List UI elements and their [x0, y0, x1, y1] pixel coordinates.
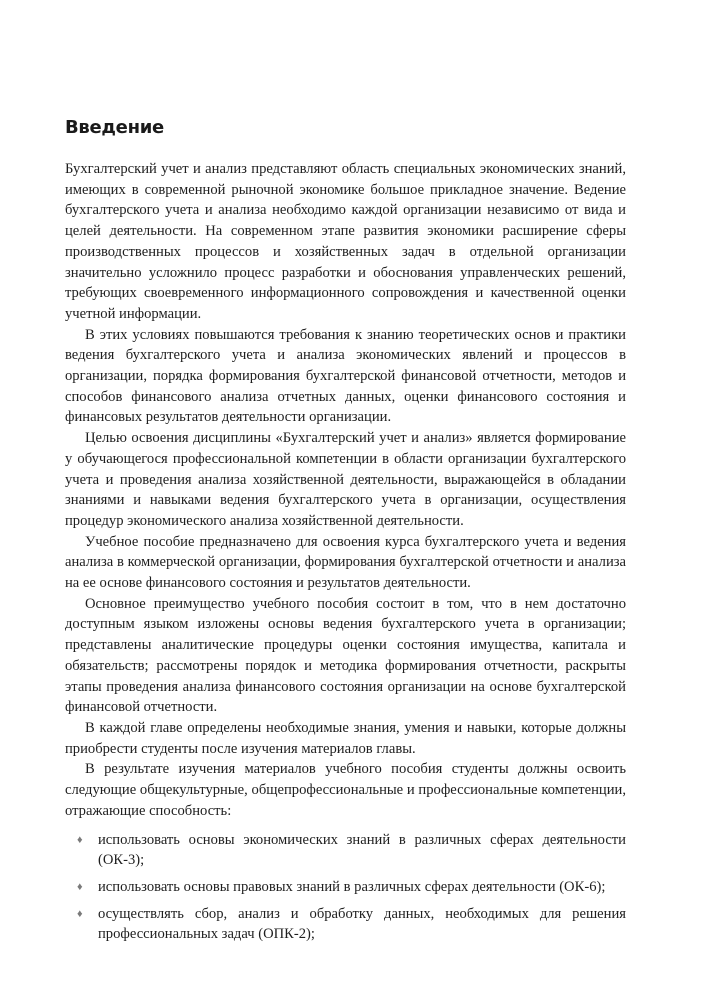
diamond-bullet-icon: ♦	[77, 880, 83, 893]
paragraph: В каждой главе определены необходимые знания, умения и навыки, которые должны приобрести студенты после изучения материалов главы.	[65, 719, 626, 757]
paragraph: В этих условиях повышаются требования к знанию теоретических основ и практики ведения бухгалтерского учета и анализа экономических явлений и процессов в организации, порядка формирования бухгалтерской финансовой отчетности, методов и способов финансового анализа отчетных данных, оценки финансового состояния и финансовых результатов деятельности организации.	[65, 326, 626, 426]
paragraph: Целью освоения дисциплины «Бухгалтерский учет и анализ» является формирование у обучающегося профессиональной компетенции в области организации бухгалтерского учета и проведения анализа хозяйственной деятельности, выражающейся в обладании знаниями и навыками ведения бухгалтерского учета в организации, осуществления процедур экономического анализа хозяйственной деятельности.	[65, 430, 626, 529]
competence-list	[65, 830, 626, 946]
paragraph: Учебное пособие предназначено для освоения курса бухгалтерского учета и ведения анализа в коммерческой организации, формирования бухгалтерской отчетности и анализа на ее основе финансового состояния и результатов деятельности.	[65, 533, 626, 592]
body-text	[65, 159, 626, 951]
paragraph: В результате изучения материалов учебного пособия студенты должны освоить следующие общекультурные, общепрофессиональные и профессиональные компетенции, отражающие способность:	[65, 761, 626, 819]
list-item	[65, 904, 626, 945]
diamond-bullet-icon: ♦	[77, 833, 83, 846]
list-item-text: осуществлять сбор, анализ и обработку данных, необходимых для решения профессиональных задач (ОПК-2);	[98, 905, 626, 943]
paragraph: Основное преимущество учебного пособия состоит в том, что в нем достаточно доступным языком изложены основы ведения бухгалтерского учета в организации; представлены аналитические процедуры оценки состояния имущества, капитала и обязательств; рассмотрены порядок и методика формирования отчетности, раскрыты этапы проведения анализа финансового состояния организации на основе бухгалтерской финансовой отчетности.	[65, 595, 626, 716]
paragraph: Бухгалтерский учет и анализ представляют область специальных экономических знаний, имеющих в современной рыночной экономике большое прикладное значение. Ведение бухгалтерского учета и анализа необходимо каждой организации независимо от вида и целей деятельности. На современном этапе развития экономики расширение сферы производственных процессов и хозяйственных задач в отдельной организации значительно усложнило процесс разработки и обоснования управленческих решений, требующих своевременного информационного сопровождения и качественной оценки учетной информации.	[65, 161, 626, 322]
list-item	[65, 830, 626, 871]
diamond-bullet-icon: ♦	[77, 907, 83, 920]
list-item-text: использовать основы правовых знаний в различных сферах деятельности (ОК-6);	[98, 878, 606, 895]
list-item-text: использовать основы экономических знаний в различных сферах деятельности (ОК-3);	[98, 831, 626, 869]
list-item	[65, 877, 626, 898]
page-title: Введение	[65, 117, 164, 138]
